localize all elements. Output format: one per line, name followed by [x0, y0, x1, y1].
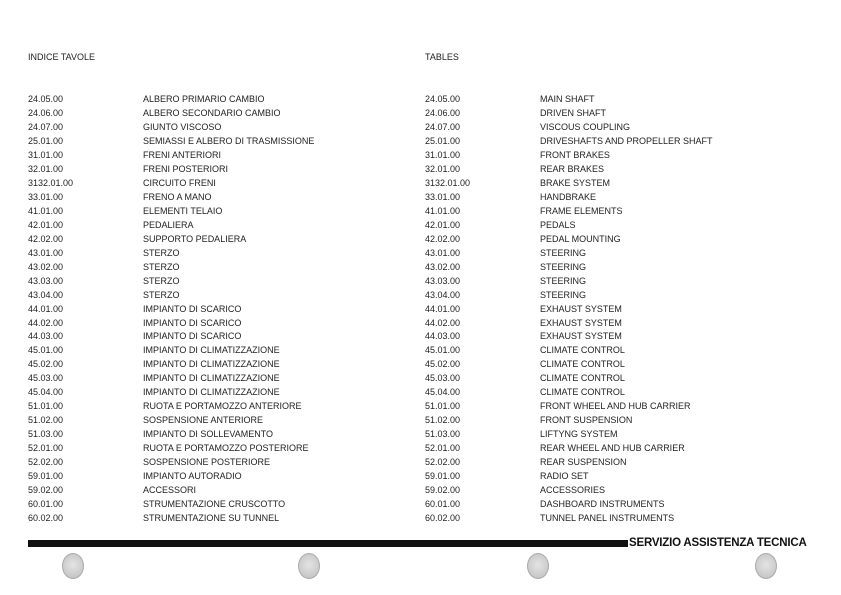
table-description: STRUMENTAZIONE SU TUNNEL [143, 513, 280, 524]
table-description: CLIMATE CONTROL [540, 359, 625, 370]
footer-rule [28, 540, 628, 547]
table-description: GIUNTO VISCOSO [143, 121, 222, 132]
table-code: 44.03.00 [28, 331, 64, 342]
table-description: PEDALS [540, 219, 576, 230]
table-description: FRAME ELEMENTS [540, 205, 623, 216]
table-description: STEERING [540, 247, 587, 258]
table-code: 24.07.00 [28, 121, 64, 132]
table-code: 44.01.00 [425, 303, 461, 314]
table-description: ALBERO PRIMARIO CAMBIO [143, 94, 265, 104]
table-code: 43.03.00 [28, 275, 64, 286]
table-description: STERZO [143, 275, 180, 286]
table-code: 31.01.00 [28, 149, 64, 160]
table-code: 60.01.00 [28, 499, 64, 510]
table-description: SOSPENSIONE ANTERIORE [143, 415, 264, 426]
table-code: 24.05.00 [425, 94, 461, 104]
table-code: 45.03.00 [425, 373, 461, 384]
binder-hole [62, 553, 84, 579]
table-code: 44.02.00 [425, 317, 461, 328]
table-description: STEERING [540, 261, 587, 272]
table-code: 25.01.00 [28, 135, 64, 146]
table-description: ACCESSORIES [540, 485, 606, 496]
table-code: 45.04.00 [425, 387, 461, 398]
table-code: 59.02.00 [28, 485, 64, 496]
table-description: EXHAUST SYSTEM [540, 331, 622, 342]
table-code: 45.03.00 [28, 373, 64, 384]
table-code: 43.02.00 [28, 261, 64, 272]
table-code: 60.02.00 [28, 513, 64, 524]
table-code: 42.01.00 [28, 219, 64, 230]
binder-hole [755, 553, 777, 579]
table-code: 43.04.00 [425, 289, 461, 300]
table-code: 24.06.00 [28, 107, 64, 118]
table-code: 41.01.00 [28, 205, 64, 216]
table-description: HANDBRAKE [540, 191, 597, 202]
table-description: VISCOUS COUPLING [540, 121, 631, 132]
table-description: REAR BRAKES [540, 163, 605, 174]
table-code: 24.05.00 [28, 94, 64, 104]
table-code: 60.02.00 [425, 513, 461, 524]
table-description: CLIMATE CONTROL [540, 373, 625, 384]
table-code: 24.06.00 [425, 107, 461, 118]
footer-label: SERVIZIO ASSISTENZA TECNICA [629, 537, 807, 549]
table-description: IMPIANTO DI CLIMATIZZAZIONE [143, 387, 280, 398]
table-code: 33.01.00 [425, 191, 461, 202]
table-code: 51.03.00 [28, 429, 64, 440]
table-code: 25.01.00 [425, 135, 461, 146]
table-description: STERZO [143, 289, 180, 300]
table-code: 43.01.00 [28, 247, 64, 258]
table-code: 32.01.00 [28, 163, 64, 174]
table-description: FRENI ANTERIORI [143, 149, 222, 160]
table-code: 24.07.00 [425, 121, 461, 132]
table-code: 45.02.00 [425, 359, 461, 370]
table-code: 42.01.00 [425, 219, 461, 230]
table-code: 45.02.00 [28, 359, 64, 370]
table-description: IMPIANTO DI CLIMATIZZAZIONE [143, 373, 280, 384]
right-column-title: TABLES [425, 52, 459, 62]
binder-hole [298, 553, 320, 579]
table-description: DRIVEN SHAFT [540, 107, 607, 118]
table-description: STERZO [143, 247, 180, 258]
table-description: IMPIANTO DI SCARICO [143, 317, 242, 328]
table-description: SEMIASSI E ALBERO DI TRASMISSIONE [143, 135, 315, 146]
table-code: 43.02.00 [425, 261, 461, 272]
table-code: 45.01.00 [425, 345, 461, 356]
table-code: 52.01.00 [28, 443, 64, 454]
table-description: RUOTA E PORTAMOZZO ANTERIORE [143, 401, 302, 412]
table-description: PEDALIERA [143, 219, 194, 230]
table-code: 45.04.00 [28, 387, 64, 398]
table-description: STRUMENTAZIONE CRUSCOTTO [143, 499, 286, 510]
left-column-title: INDICE TAVOLE [28, 52, 96, 62]
table-description: FRENI POSTERIORI [143, 163, 229, 174]
table-description: IMPIANTO DI CLIMATIZZAZIONE [143, 359, 280, 370]
table-description: ALBERO SECONDARIO CAMBIO [143, 107, 281, 118]
table-description: CLIMATE CONTROL [540, 345, 625, 356]
table-code: 59.01.00 [28, 471, 64, 482]
table-description: BRAKE SYSTEM [540, 177, 611, 188]
table-description: STERZO [143, 261, 180, 272]
table-description: DASHBOARD INSTRUMENTS [540, 499, 665, 510]
binder-hole [527, 553, 549, 579]
table-description: IMPIANTO DI SOLLEVAMENTO [143, 429, 274, 440]
table-description: FRONT BRAKES [540, 149, 610, 160]
table-description: RADIO SET [540, 471, 589, 482]
table-code: 41.01.00 [425, 205, 461, 216]
table-code: 59.01.00 [425, 471, 461, 482]
table-code: 52.01.00 [425, 443, 461, 454]
table-description: SOSPENSIONE POSTERIORE [143, 457, 271, 468]
table-description: TUNNEL PANEL INSTRUMENTS [540, 513, 675, 524]
table-description: PEDAL MOUNTING [540, 233, 621, 244]
table-code: 33.01.00 [28, 191, 64, 202]
table-code: 32.01.00 [425, 163, 461, 174]
table-description: IMPIANTO DI SCARICO [143, 303, 242, 314]
table-description: CLIMATE CONTROL [540, 387, 625, 398]
table-code: 43.03.00 [425, 275, 461, 286]
table-description: FRONT SUSPENSION [540, 415, 633, 426]
table-description: EXHAUST SYSTEM [540, 303, 622, 314]
table-code: 43.01.00 [425, 247, 461, 258]
table-code: 52.02.00 [425, 457, 461, 468]
table-code: 42.02.00 [28, 233, 64, 244]
table-description: FRONT WHEEL AND HUB CARRIER [540, 401, 691, 412]
table-description: LIFTYNG SYSTEM [540, 429, 618, 440]
table-code: 31.01.00 [425, 149, 461, 160]
table-code: 51.03.00 [425, 429, 461, 440]
table-code: 51.01.00 [28, 401, 64, 412]
table-description: ACCESSORI [143, 485, 197, 496]
table-description: MAIN SHAFT [540, 94, 595, 104]
table-code: 51.02.00 [425, 415, 461, 426]
table-code: 44.03.00 [425, 331, 461, 342]
table-description: STEERING [540, 275, 587, 286]
table-description: REAR WHEEL AND HUB CARRIER [540, 443, 685, 454]
table-description: CIRCUITO FRENI [143, 177, 216, 188]
table-code: 44.01.00 [28, 303, 64, 314]
table-description: IMPIANTO DI SCARICO [143, 331, 242, 342]
table-description: EXHAUST SYSTEM [540, 317, 622, 328]
table-description: STEERING [540, 289, 587, 300]
table-description: SUPPORTO PEDALIERA [143, 233, 247, 244]
table-description: FRENO A MANO [143, 191, 212, 202]
table-code: 60.01.00 [425, 499, 461, 510]
table-description: ELEMENTI TELAIO [143, 205, 223, 216]
table-code: 51.02.00 [28, 415, 64, 426]
table-code: 42.02.00 [425, 233, 461, 244]
table-description: DRIVESHAFTS AND PROPELLER SHAFT [540, 135, 713, 146]
table-code: 51.01.00 [425, 401, 461, 412]
table-code: 52.02.00 [28, 457, 64, 468]
table-code: 44.02.00 [28, 317, 64, 328]
table-code: 43.04.00 [28, 289, 64, 300]
table-code: 45.01.00 [28, 345, 64, 356]
table-code: 3132.01.00 [425, 177, 471, 188]
table-description: RUOTA E PORTAMOZZO POSTERIORE [143, 443, 309, 454]
table-code: 3132.01.00 [28, 177, 74, 188]
table-description: IMPIANTO DI CLIMATIZZAZIONE [143, 345, 280, 356]
table-description: IMPIANTO AUTORADIO [143, 471, 242, 482]
table-description: REAR SUSPENSION [540, 457, 627, 468]
table-code: 59.02.00 [425, 485, 461, 496]
